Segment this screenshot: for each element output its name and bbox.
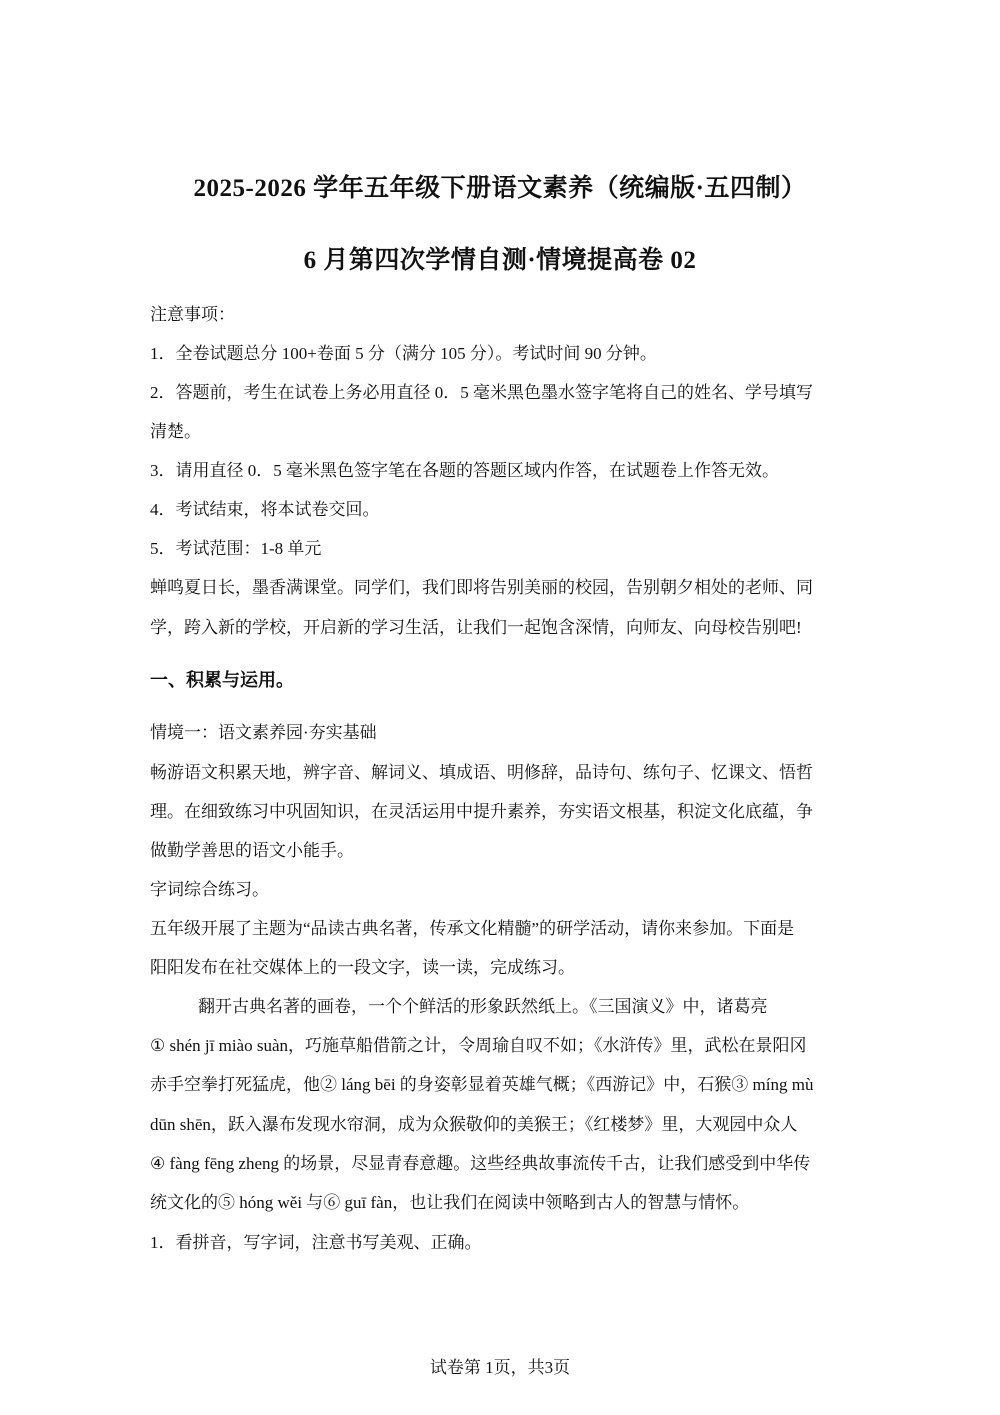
- notice-item: 3．请用直径 0．5 毫米黑色签字笔在各题的答题区域内作答，在试题卷上作答无效。: [150, 461, 779, 480]
- section-heading: 一、积累与运用。: [150, 670, 294, 690]
- notice-item: 1．全卷试题总分 100+卷面 5 分（满分 105 分）。考试时间 90 分钟。: [150, 344, 657, 363]
- passage-line: ① shén jī miào suàn，巧施草船借箭之计，令周瑜自叹不如；《水浒传》里，武松在景阳冈: [150, 1036, 807, 1055]
- passage-line: 翻开古典名著的画卷，一个个鲜活的形象跃然纸上。《三国演义》中，诸葛亮: [198, 997, 768, 1016]
- notice-item: 4．考试结束，将本试卷交回。: [150, 500, 380, 519]
- scenario-text-line: 畅游语文积累天地，辨字音、解词义、填成语、明修辞，品诗句、练句子、忆课文、悟哲: [150, 763, 813, 782]
- passage-line: ④ fàng fēng zheng 的场景，尽显青春意趣。这些经典故事流传千古，让我们感受到中华传: [150, 1154, 811, 1173]
- question-1: 1．看拼音，写字词，注意书写美观、正确。: [150, 1233, 482, 1252]
- passage-line: 统文化的⑤ hóng wěi 与⑥ guī fàn，也让我们在阅读中领略到古人的智慧与情怀。: [150, 1193, 750, 1212]
- passage-line: dūn shēn，跃入瀑布发现水帘洞，成为众猴敬仰的美猴王；《红楼梦》里，大观园中众人: [150, 1115, 798, 1134]
- notice-item: 2．答题前，考生在试卷上务必用直径 0．5 毫米黑色墨水签字笔将自己的姓名、学号填写: [150, 383, 813, 402]
- notice-item: 5．考试范围：1-8 单元: [150, 539, 322, 558]
- notice-heading: 注意事项：: [150, 305, 235, 324]
- page-number: 试卷第 1页，共3页: [429, 1358, 571, 1377]
- scenario-text-line: 做勤学善思的语文小能手。: [150, 841, 354, 860]
- subheading: 字词综合练习。: [150, 880, 269, 899]
- scenario-text-line: 理。在细致练习中巩固知识，在灵活运用中提升素养，夯实语文根基，积淀文化底蕴，争: [150, 802, 813, 821]
- scenario-title: 情境一：语文素养园·夯实基础: [150, 723, 377, 742]
- passage-line: 赤手空拳打死猛虎，他② láng bēi 的身姿彰显着英雄气概；《西游记》中，石猴③ míng mù: [150, 1075, 814, 1094]
- intro-line: 学，跨入新的学校，开启新的学习生活，让我们一起饱含深情，向师友、向母校告别吧!: [150, 618, 802, 637]
- task-intro-line: 阳阳发布在社交媒体上的一段文字，读一读，完成练习。: [150, 958, 575, 977]
- task-intro-line: 五年级开展了主题为“品读古典名著，传承文化精髓”的研学活动，请你来参加。下面是: [150, 919, 795, 938]
- notice-item: 清楚。: [150, 422, 201, 441]
- intro-line: 蝉鸣夏日长，墨香满课堂。同学们，我们即将告别美丽的校园，告别朝夕相处的老师、同: [150, 578, 813, 597]
- exam-title-line2: 6 月第四次学情自测·情境提高卷 02: [303, 247, 697, 274]
- exam-title-line1: 2025-2026 学年五年级下册语文素养（统编版·五四制）: [193, 175, 807, 202]
